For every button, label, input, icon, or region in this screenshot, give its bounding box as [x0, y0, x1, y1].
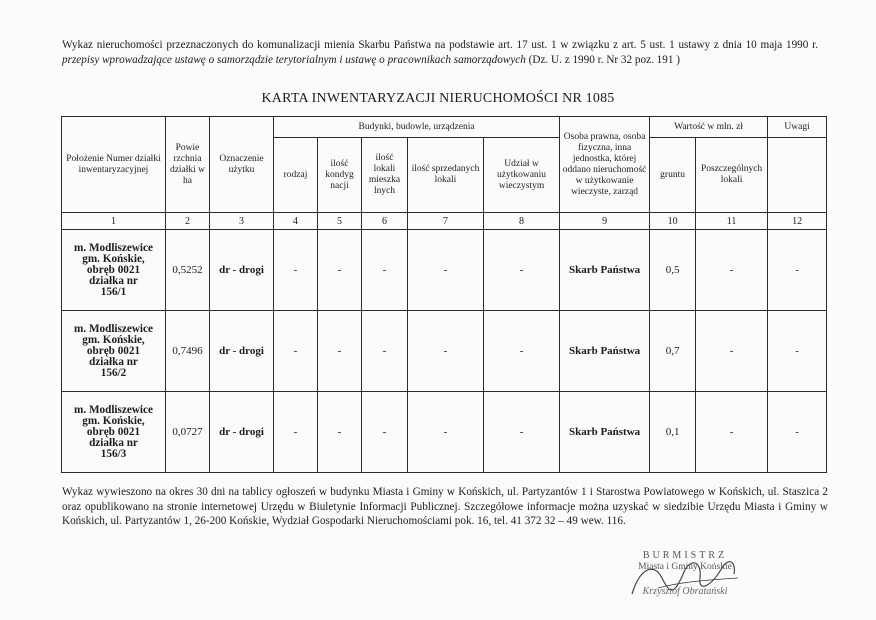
header-floors: ilość kondyg nacji — [318, 138, 362, 213]
stamp-office: Miasta i Gminy Końskie — [638, 562, 732, 572]
column-number: 3 — [210, 213, 274, 230]
column-number: 11 — [696, 213, 768, 230]
cell-usage: dr - drogi — [210, 392, 274, 473]
column-number-row — [62, 213, 827, 230]
cell-share: - — [484, 230, 560, 311]
cell-remarks: - — [768, 230, 827, 311]
column-number: 5 — [318, 213, 362, 230]
table-row — [62, 230, 827, 311]
header-area: Powie rzchnia działki w ha — [166, 117, 210, 213]
header-usage: Oznaczenie użytku — [210, 117, 274, 213]
cell-floors: - — [318, 230, 362, 311]
cell-remarks: - — [768, 392, 827, 473]
intro-text-2: przepisy wprowadzające ustawę o samorządzie terytorialnym i ustawę o pracownikach samorządowych — [62, 54, 526, 66]
column-number: 9 — [560, 213, 650, 230]
intro-paragraph — [62, 38, 818, 68]
column-number: 1 — [62, 213, 166, 230]
cell-sold-units: - — [408, 311, 484, 392]
location-line: m. Modliszewice — [74, 322, 153, 335]
table-row — [62, 392, 827, 473]
cell-floors: - — [318, 392, 362, 473]
cell-area: 0,5252 — [166, 230, 210, 311]
column-number: 2 — [166, 213, 210, 230]
location-line: m. Modliszewice — [74, 241, 153, 254]
column-number: 4 — [274, 213, 318, 230]
cell-owner: Skarb Państwa — [560, 311, 650, 392]
location-line: gm. Końskie, — [82, 414, 145, 427]
stamp-name: Krzysztof Obratański — [642, 586, 728, 597]
cell-units-value: - — [696, 392, 768, 473]
cell-dwellings: - — [362, 230, 408, 311]
cell-usage: dr - drogi — [210, 230, 274, 311]
cell-kind: - — [274, 311, 318, 392]
column-number: 7 — [408, 213, 484, 230]
header-owner: Osoba prawna, osoba fizyczna, inna jednostka, której oddano nieruchomość w użytkowanie wieczyste, zarząd — [560, 117, 650, 213]
header-location: Położenie Numer działki inwentaryzacyjnej — [62, 117, 166, 213]
header-share: Udział w użytkowaniu wieczystym — [484, 138, 560, 213]
header-dwellings: ilość lokali mieszka lnych — [362, 138, 408, 213]
mayor-stamp — [610, 548, 760, 610]
header-value-group: Wartość w mln. zł — [650, 117, 768, 138]
cell-owner: Skarb Państwa — [560, 392, 650, 473]
cell-land-value: 0,5 — [650, 230, 696, 311]
location-line: 156/3 — [100, 447, 127, 460]
location-line: obręb 0021 — [86, 425, 141, 438]
cell-land-value: 0,7 — [650, 311, 696, 392]
cell-location — [62, 311, 166, 392]
intro-text-1: Wykaz nieruchomości przeznaczonych do komunalizacji mienia Skarbu Państwa na podstawie art. 17 ust. 1 w związku z art. 5 ust. 1 ustawy z dnia 10 maja 1990 r. — [62, 39, 818, 51]
cell-share: - — [484, 311, 560, 392]
header-remarks-empty — [768, 138, 827, 213]
cell-units-value: - — [696, 311, 768, 392]
header-remarks: Uwagi — [768, 117, 827, 138]
column-number: 6 — [362, 213, 408, 230]
location-line: obręb 0021 — [86, 344, 141, 357]
location-line: gm. Końskie, — [82, 252, 145, 265]
location-line: działka nr — [89, 436, 138, 449]
cell-kind: - — [274, 230, 318, 311]
signature-scribble — [610, 548, 760, 610]
location-line: gm. Końskie, — [82, 333, 145, 346]
cell-area: 0,0727 — [166, 392, 210, 473]
cell-share: - — [484, 392, 560, 473]
cell-dwellings: - — [362, 311, 408, 392]
header-units: Poszczególnych lokali — [696, 138, 768, 213]
header-buildings-group: Budynki, budowle, urządzenia — [274, 117, 560, 138]
cell-land-value: 0,1 — [650, 392, 696, 473]
location-line: działka nr — [89, 274, 138, 287]
document-title: KARTA INWENTARYZACJI NIERUCHOMOŚCI NR 1085 — [261, 91, 615, 106]
location-line: 156/1 — [100, 285, 127, 298]
header-row-1 — [62, 117, 827, 138]
intro-text-3: (Dz. U. z 1990 r. Nr 32 poz. 191 ) — [528, 54, 680, 66]
location-line: 156/2 — [100, 366, 127, 379]
column-number: 12 — [768, 213, 827, 230]
location-line: m. Modliszewice — [74, 403, 153, 416]
cell-kind: - — [274, 392, 318, 473]
table-row — [62, 311, 827, 392]
cell-units-value: - — [696, 230, 768, 311]
location-line: obręb 0021 — [86, 263, 141, 276]
cell-floors: - — [318, 311, 362, 392]
cell-area: 0,7496 — [166, 311, 210, 392]
footer-paragraph: Wykaz wywieszono na okres 30 dni na tablicy ogłoszeń w budynku Miasta i Gminy w Końskich, ul. Partyzantów 1 i Starostwa Powiatowego w Końskich, ul. Staszica 2 oraz opublikowano na stronie internetowej Urzędu w Biuletynie Informacji Publicznej. Szczegółowe informacje można uzyskać w siedzibie Urzędu Miasta i Gminy w Końskich, ul. Partyzantów 1, 26-200 Końskie, Wydział Gospodarki Nieruchomościami pok. 16, tel. 41 372 32 – 49 wew. 116. — [62, 486, 828, 527]
inventory-table — [61, 116, 827, 473]
cell-remarks: - — [768, 311, 827, 392]
column-number: 8 — [484, 213, 560, 230]
cell-sold-units: - — [408, 392, 484, 473]
cell-usage: dr - drogi — [210, 311, 274, 392]
cell-dwellings: - — [362, 392, 408, 473]
cell-location — [62, 230, 166, 311]
column-number: 10 — [650, 213, 696, 230]
header-sold-units: ilość sprzedanych lokali — [408, 138, 484, 213]
cell-owner: Skarb Państwa — [560, 230, 650, 311]
header-kind: rodzaj — [274, 138, 318, 213]
location-line: działka nr — [89, 355, 138, 368]
header-land: gruntu — [650, 138, 696, 213]
cell-sold-units: - — [408, 230, 484, 311]
stamp-title: BURMISTRZ — [642, 550, 728, 561]
cell-location — [62, 392, 166, 473]
